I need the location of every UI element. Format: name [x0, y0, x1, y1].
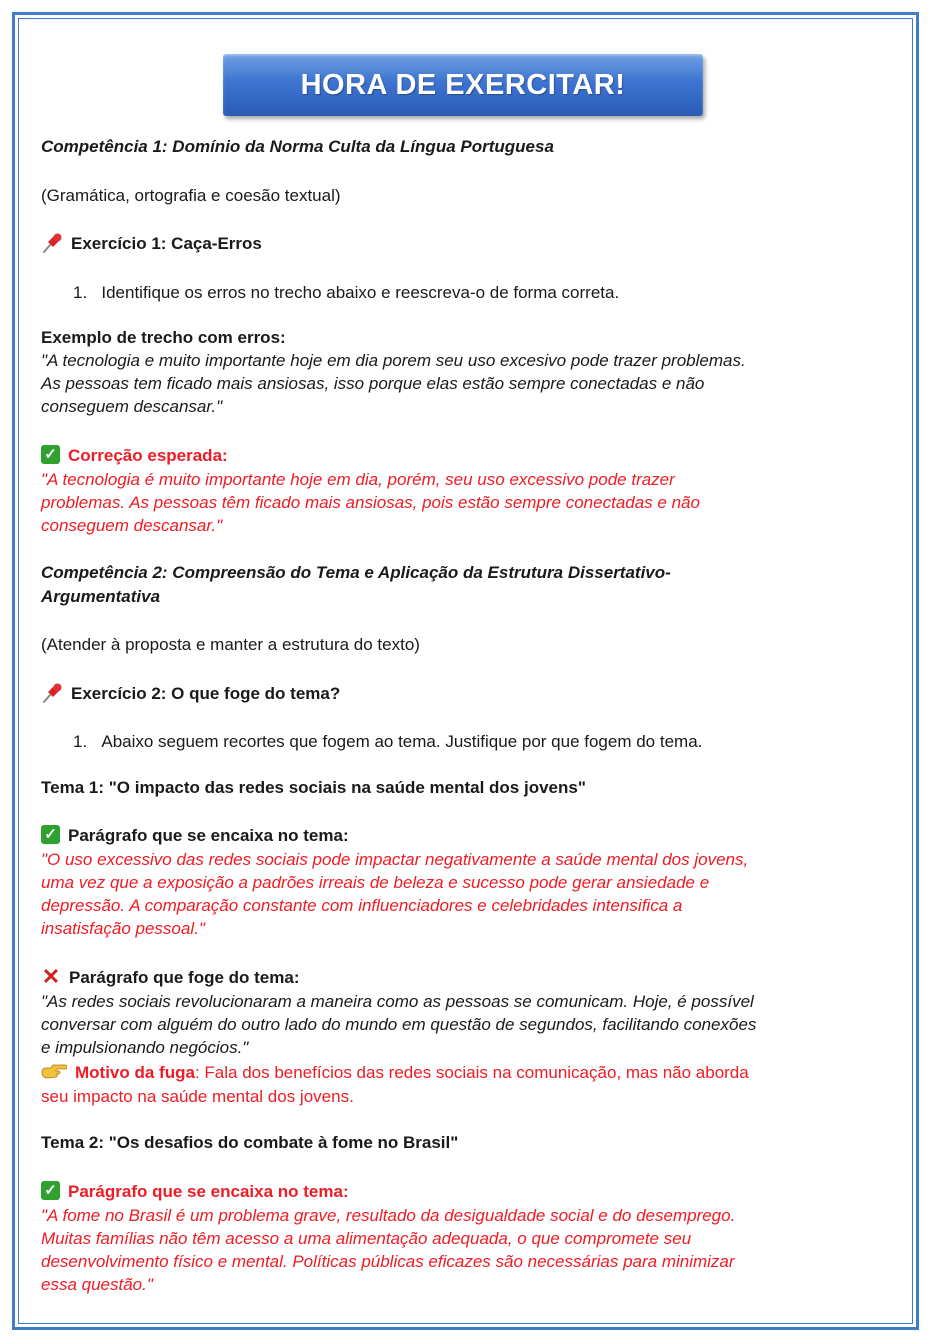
example-line: "A tecnologia e muito importante hoje em dia porem seu uso excesivo pode trazer problemas.	[41, 351, 746, 370]
instruction-number: 1.	[73, 732, 88, 751]
example-label: Exemplo de trecho com erros:	[41, 328, 286, 347]
pushpin-icon	[41, 232, 63, 254]
tema-1-fits-line: "O uso excessivo das redes sociais pode impactar negativamente a saúde mental dos jovens,	[41, 850, 749, 869]
check-mark-icon: ✓	[41, 445, 60, 464]
tema-1-off-line: conversar com alguém do outro lado do mundo em questão de segundos, facilitando conexões	[41, 1015, 757, 1034]
correction-line: "A tecnologia é muito importante hoje em dia, porém, seu uso excessivo pode trazer	[41, 470, 675, 489]
tema-2-title: Tema 2: "Os desafios do combate à fome no Brasil"	[41, 1133, 459, 1152]
reason-text: : Fala dos benefícios das redes sociais na comunicação, mas não aborda	[194, 1063, 749, 1082]
banner-title: HORA DE EXERCITAR!	[300, 68, 626, 101]
tema-1-fits-line: depressão. A comparação constante com influenciadores e celebridades intensifica a	[41, 896, 683, 915]
cross-mark-icon: ✕	[41, 964, 61, 990]
correction-label-row	[41, 444, 228, 467]
title-banner	[223, 54, 703, 116]
correction-label: Correção esperada:	[68, 446, 228, 465]
reason-label: Motivo da fuga	[75, 1063, 195, 1082]
exercise-2-title-row	[41, 682, 340, 706]
exercise-1-instruction	[73, 281, 619, 304]
competencia-2-heading-cont: Argumentativa	[41, 587, 161, 606]
instruction-number: 1.	[73, 283, 88, 302]
check-mark-icon: ✓	[41, 825, 60, 844]
exercise-2-instruction	[73, 730, 702, 753]
correction-line: problemas. As pessoas têm ficado mais ansiosas, pois estão sempre conectadas e não	[41, 493, 700, 512]
check-mark-icon: ✓	[41, 1181, 60, 1200]
tema-1-off-label: Parágrafo que foge do tema:	[69, 968, 300, 987]
tema-2-fits-line: desenvolvimento físico e mental. Políticas públicas eficazes são necessárias para minimizar	[41, 1252, 735, 1271]
tema-1-fits-label: Parágrafo que se encaixa no tema:	[68, 826, 349, 845]
tema-2-fits-line: essa questão."	[41, 1275, 153, 1294]
tema-1-reason-row	[41, 1061, 749, 1084]
exercise-1-title-row	[41, 232, 262, 256]
correction-line: conseguem descansar."	[41, 516, 223, 535]
example-line: conseguem descansar."	[41, 397, 223, 416]
competencia-2-subtitle: (Atender à proposta e manter a estrutura do texto)	[41, 635, 420, 654]
pushpin-icon	[41, 682, 63, 704]
instruction-text: Abaixo seguem recortes que fogem ao tema. Justifique por que fogem do tema.	[101, 732, 703, 751]
tema-1-fits-label-row	[41, 824, 349, 847]
tema-1-fits-line: insatisfação pessoal."	[41, 919, 205, 938]
tema-2-fits-line: "A fome no Brasil é um problema grave, resultado da desigualdade social e do desemprego.	[41, 1206, 736, 1225]
tema-1-off-line: "As redes sociais revolucionaram a maneira como as pessoas se comunicam. Hoje, é possível	[41, 992, 754, 1011]
exercise-1-title: Exercício 1: Caça-Erros	[71, 234, 262, 253]
competencia-2-heading: Competência 2: Compreensão do Tema e Aplicação da Estrutura Dissertativo-	[41, 563, 671, 582]
tema-2-fits-line: Muitas famílias não têm acesso a uma alimentação adequada, o que compromete seu	[41, 1229, 692, 1248]
tema-1-fits-line: uma vez que a exposição a padrões irreais de beleza e sucesso pode gerar ansiedade e	[41, 873, 710, 892]
tema-1-off-label-row	[41, 966, 299, 989]
pointing-hand-icon	[41, 1063, 67, 1081]
tema-1-title: Tema 1: "O impacto das redes sociais na saúde mental dos jovens"	[41, 778, 586, 797]
competencia-1-subtitle: (Gramática, ortografia e coesão textual)	[41, 186, 341, 205]
reason-text-cont: seu impacto na saúde mental dos jovens.	[41, 1087, 354, 1106]
tema-2-fits-label-row	[41, 1180, 349, 1203]
competencia-1-heading: Competência 1: Domínio da Norma Culta da Língua Portuguesa	[41, 137, 554, 156]
tema-1-off-line: e impulsionando negócios."	[41, 1038, 249, 1057]
exercise-2-title: Exercício 2: O que foge do tema?	[71, 684, 341, 703]
inner-border	[18, 18, 913, 1324]
instruction-text: Identifique os erros no trecho abaixo e reescreva-o de forma correta.	[101, 283, 620, 302]
example-line: As pessoas tem ficado mais ansiosas, isso porque elas estão sempre conectadas e não	[41, 374, 705, 393]
tema-2-fits-label: Parágrafo que se encaixa no tema:	[68, 1182, 349, 1201]
